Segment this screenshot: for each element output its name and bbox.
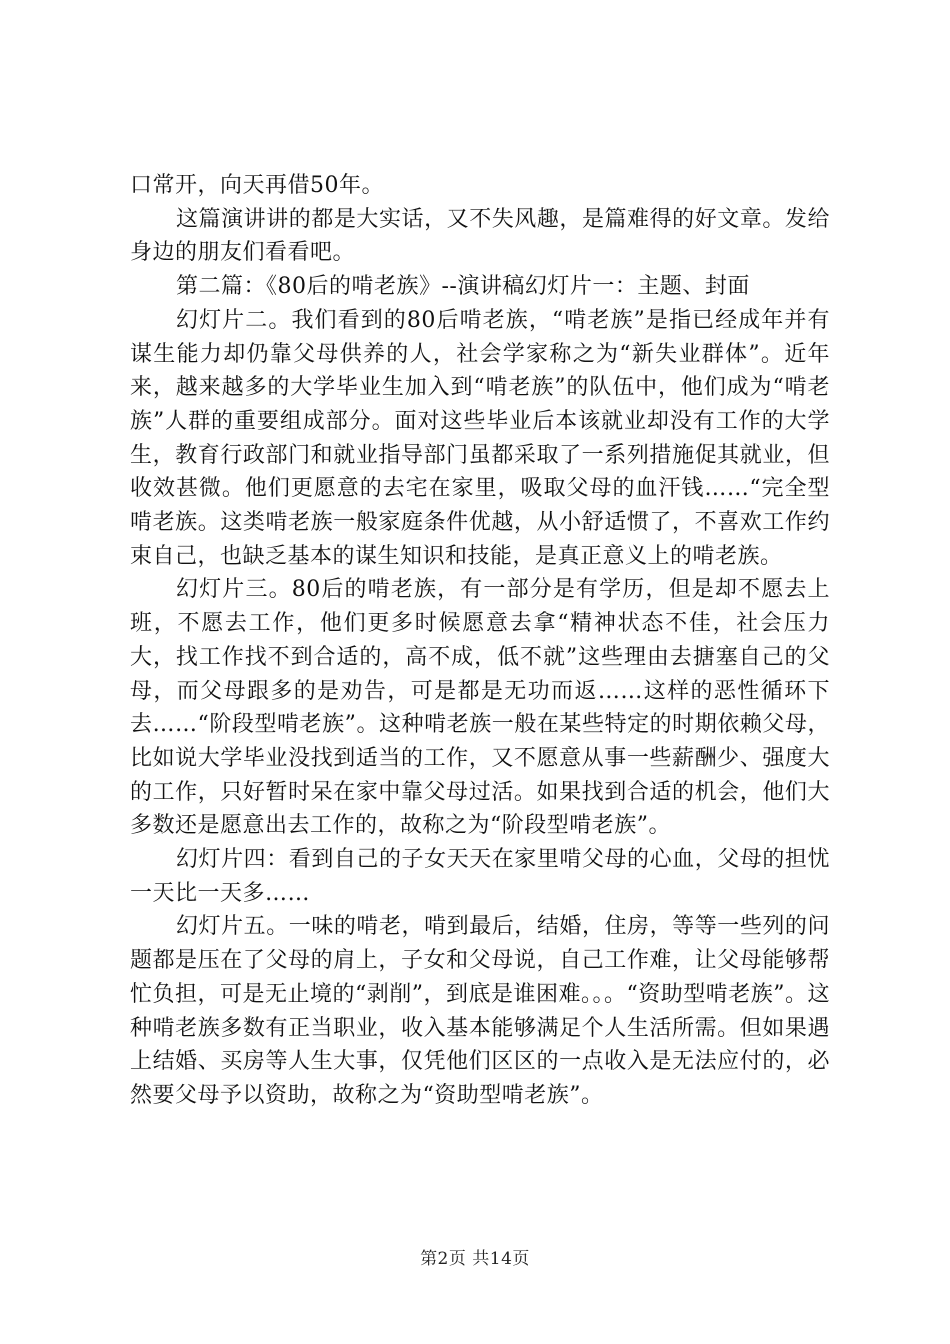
paragraph-5: 幻灯片三。80后的啃老族，有一部分是有学历，但是却不愿去上班，不愿去工作，他们更多时候愿意去拿“精神状态不佳，社会压力大，找工作找不到合适的，高不成，低不就”这些理由去搪塞自己的父母，而父母跟多的是劝告，可是都是无功而返……这样的恶性循环下去……“阶段型啃老族”。这种啃老族一般在某些特定的时期依赖父母，比如说大学毕业没找到适当的工作，又不愿意从事一些薪酬少、强度大的工作，只好暂时呆在家中靠父母过活。如果找到合适的机会，他们大多数还是愿意出去工作的，故称之为“阶段型啃老族”。 (130, 577, 830, 839)
paragraph-6: 幻灯片四：看到自己的子女天天在家里啃父母的心血，父母的担忧一天比一天多…… (130, 847, 830, 906)
paragraph-4: 幻灯片二。我们看到的80后啃老族，“啃老族”是指已经成年并有谋生能力却仍靠父母供养的人，社会学家称之为“新失业群体”。近年来，越来越多的大学毕业生加入到“啃老族”的队伍中，他们成为“啃老族”人群的重要组成部分。面对这些毕业后本该就业却没有工作的大学生，教育行政部门和就业指导部门虽都采取了一系列措施促其就业，但收效甚微。他们更愿意的去宅在家里，吸取父母的血汗钱……“完全型啃老族。这类啃老族一般家庭条件优越，从小舒适惯了，不喜欢工作约束自己，也缺乏基本的谋生知识和技能，是真正意义上的啃老族。 (130, 307, 830, 569)
paragraph-3: 第二篇：《80后的啃老族》--演讲稿幻灯片一：主题、封面 (176, 274, 750, 300)
paragraph-7: 幻灯片五。一味的啃老，啃到最后，结婚，住房，等等一些列的问题都是压在了父母的肩上，子女和父母说，自己工作难，让父母能够帮忙负担，可是无止境的“剥削”，到底是谁困难。。。“资助型啃老族”。这种啃老族多数有正当职业，收入基本能够满足个人生活所需。但如果遇上结婚、买房等人生大事，仅凭他们区区的一点收入是无法应付的，必然要父母予以资助，故称之为“资助型啃老族”。 (130, 914, 830, 1108)
page-number-footer: 第2页 共14页 (420, 1249, 530, 1269)
paragraph-1: 口常开，向天再借50年。 (130, 173, 384, 198)
paragraph-2: 这篇演讲讲的都是大实话，又不失风趣，是篇难得的好文章。发给身边的朋友们看看吧。 (130, 206, 830, 266)
document-body (130, 169, 830, 1113)
